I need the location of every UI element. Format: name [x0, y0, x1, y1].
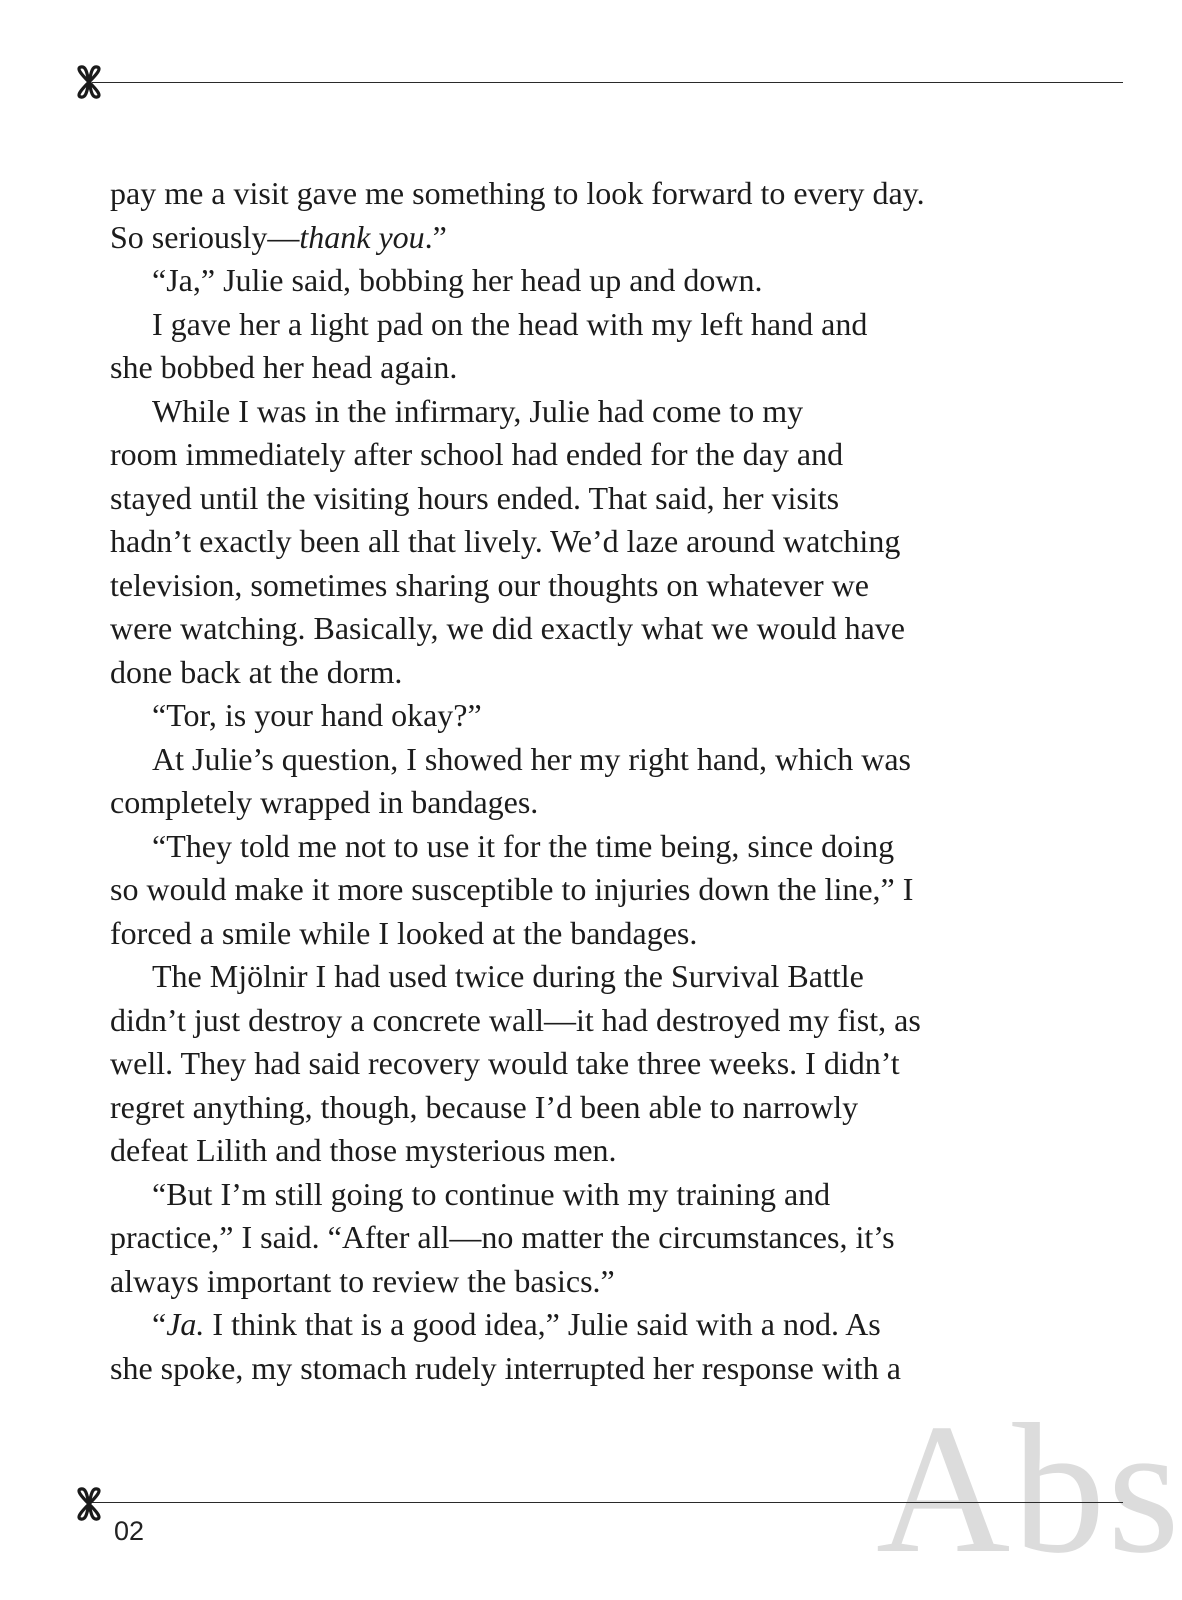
paragraph: “Ja,” Julie said, bobbing her head up and down. [152, 262, 763, 298]
paragraph: While I was in the infirmary, Julie had come to my room immediately after school had ended for the day and stayed until the visiting hours ended. That said, her visits hadn’t exactly been all that lively. We’d laze around watching television, sometimes sharing our thoughts on whatever we were watching. Basically, we did exactly what we would have done back at the dorm. [110, 392, 905, 690]
paragraph: At Julie’s question, I showed her my right hand, which was completely wrapped in bandages. [110, 740, 911, 820]
ornament-icon [72, 64, 106, 100]
paragraph: I gave her a light pad on the head with my left hand and she bobbed her head again. [110, 305, 868, 385]
paragraph: “But I’m still going to continue with my training and practice,” I said. “After all—no matter the circumstances, it’s always important to review the basics.” [110, 1175, 895, 1299]
paragraph: “Ja. I think that is a good idea,” Julie said with a nod. As she spoke, my stomach rudely interrupted her response with a [110, 1306, 901, 1386]
paragraph: The Mjölnir I had used twice during the Survival Battle didn’t just destroy a concrete wall—it had destroyed my fist, as well. They had said recovery would take three weeks. I didn’t regret anything, though, because I’d been able to narrowly defeat Lilith and those mysterious men. [110, 958, 921, 1168]
header-rule [92, 82, 1123, 83]
ornament-icon [72, 1486, 106, 1522]
body-text [110, 172, 985, 1390]
footer-rule [92, 1502, 1123, 1503]
paragraph: “They told me not to use it for the time being, since doing so would make it more susceptible to injuries down the line,” I forced a smile while I looked at the bandages. [110, 827, 914, 951]
page-number: 02 [114, 1516, 145, 1546]
paragraph: pay me a visit gave me something to look forward to every day. So seriously—thank you.” [110, 175, 925, 255]
paragraph: “Tor, is your hand okay?” [152, 697, 482, 733]
watermark-text: Abs [876, 1386, 1182, 1592]
